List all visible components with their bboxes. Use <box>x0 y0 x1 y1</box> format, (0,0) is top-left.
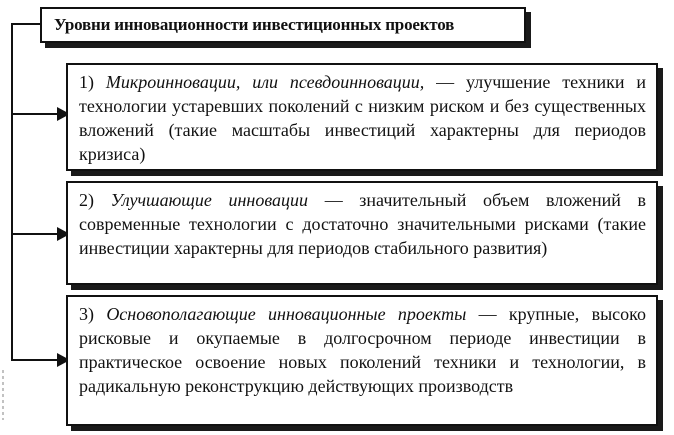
diagram-title <box>40 7 526 43</box>
connector-top <box>11 23 40 25</box>
level-2-term: Улучшающие инновации <box>110 190 309 210</box>
level-box-1 <box>66 63 658 171</box>
arrow-1 <box>11 113 64 115</box>
level-1-term: Микроинновации, или псевдоинновации, <box>105 72 425 92</box>
arrow-3 <box>11 359 64 361</box>
level-1-description: — улучшение техники и технологии устаревших поколений с низким риском и без существенных вложений (такие масштабы инвестиций характерны для периодов кризиса) <box>79 72 647 164</box>
level-box-3 <box>66 295 658 426</box>
level-1-number: 1) <box>79 72 94 92</box>
level-box-2 <box>66 181 658 285</box>
diagram-title-text: Уровни инновационности инвестиционных проектов <box>54 15 455 34</box>
connector-spine <box>11 23 13 360</box>
level-2-description: — значительный объем вложений в современные технологии с достаточно значительными рисками (такие инвестиции характерны для периодов стабильного развития) <box>79 190 647 258</box>
level-3-term: Основополагающие инновационные проекты <box>106 304 467 324</box>
level-2-number: 2) <box>79 190 94 210</box>
arrow-2 <box>11 233 64 235</box>
level-3-description: — крупные, высоко рисковые и окупаемые в долгосрочном периоде инвестиции в практическое освоение новых поколений техники и технологии, в радикальную реконструкцию действующих производств <box>79 304 646 396</box>
level-3-number: 3) <box>79 304 94 324</box>
scan-artifact <box>2 370 4 420</box>
